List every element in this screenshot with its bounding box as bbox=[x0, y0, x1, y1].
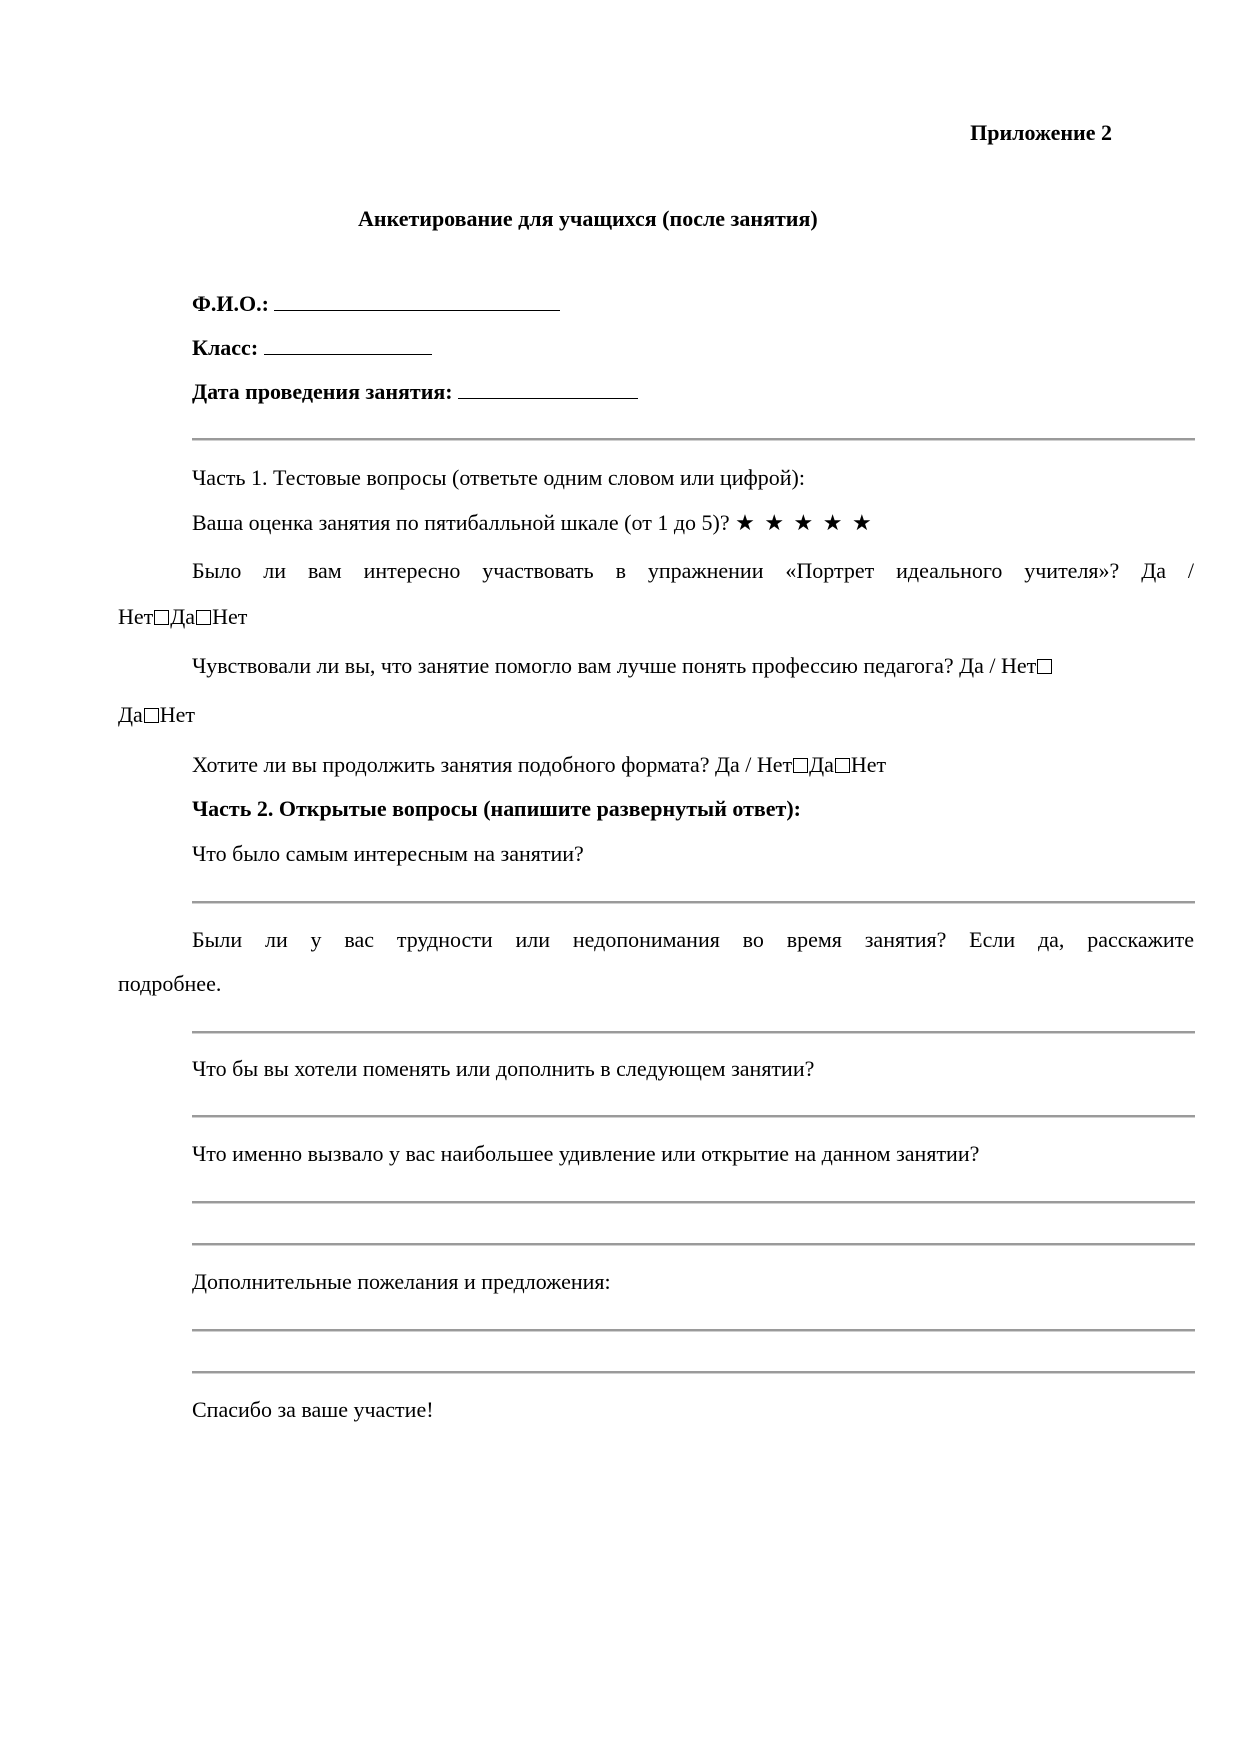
class-field-label: Класс: bbox=[192, 335, 259, 360]
class-field-blank[interactable] bbox=[264, 334, 432, 355]
name-field-label: Ф.И.О.: bbox=[192, 291, 269, 316]
part1-question-profession-line1 bbox=[192, 653, 1053, 679]
checkbox[interactable] bbox=[793, 758, 808, 773]
name-field-row bbox=[192, 290, 560, 317]
part1-heading: Часть 1. Тестовые вопросы (ответьте одним словом или цифрой): bbox=[192, 465, 805, 490]
date-field-row bbox=[192, 378, 638, 405]
answer-line[interactable] bbox=[192, 1371, 1195, 1373]
page-title: Анкетирование для учащихся (после занятия) bbox=[358, 206, 818, 231]
answer-line[interactable] bbox=[192, 1115, 1195, 1117]
class-field-row bbox=[192, 334, 432, 361]
checkbox[interactable] bbox=[154, 610, 169, 625]
continue-question-text: Хотите ли вы продолжить занятия подобного формата? Да / Нет bbox=[192, 752, 793, 777]
option-label: Нет bbox=[212, 604, 248, 629]
part1-question-rating bbox=[192, 510, 874, 536]
date-field-blank[interactable] bbox=[458, 378, 638, 399]
part1-question-exercise-options bbox=[118, 604, 247, 630]
rating-stars[interactable]: ★ ★ ★ ★ ★ bbox=[735, 510, 874, 535]
part2-heading: Часть 2. Открытые вопросы (напишите развернутый ответ): bbox=[192, 796, 801, 821]
option-label: Да bbox=[118, 702, 143, 727]
option-label: Да bbox=[809, 752, 834, 777]
checkbox[interactable] bbox=[196, 610, 211, 625]
rating-question-text: Ваша оценка занятия по пятибалльной шкале (от 1 до 5)? bbox=[192, 510, 730, 535]
answer-line[interactable] bbox=[192, 1201, 1195, 1203]
checkbox[interactable] bbox=[835, 758, 850, 773]
part2-question-difficulties-line1: Были ли у вас трудности или недопонимания во время занятия? Если да, расскажите bbox=[192, 927, 1194, 952]
name-field-blank[interactable] bbox=[274, 290, 560, 311]
answer-line[interactable] bbox=[192, 901, 1195, 903]
option-label: Нет bbox=[850, 752, 887, 777]
checkbox[interactable] bbox=[1037, 659, 1052, 674]
part2-question-surprise: Что именно вызвало у вас наибольшее удивление или открытие на данном занятии? bbox=[192, 1141, 980, 1166]
part2-question-wishes: Дополнительные пожелания и предложения: bbox=[192, 1269, 611, 1294]
answer-line[interactable] bbox=[192, 1243, 1195, 1245]
thanks-text: Спасибо за ваше участие! bbox=[192, 1397, 434, 1422]
option-label: Да bbox=[170, 604, 196, 629]
checkbox[interactable] bbox=[144, 708, 159, 723]
part2-question-difficulties-line2: подробнее. bbox=[118, 971, 222, 996]
part2-question-interesting: Что было самым интересным на занятии? bbox=[192, 841, 584, 866]
part1-question-continue bbox=[192, 752, 886, 778]
part1-question-exercise-line1: Было ли вам интересно участвовать в упражнении «Портрет идеального учителя»? Да / bbox=[192, 558, 1194, 583]
profession-question-text: Чувствовали ли вы, что занятие помогло вам лучше понять профессию педагога? Да / Нет bbox=[192, 653, 1037, 678]
option-label: Нет bbox=[159, 702, 196, 727]
answer-line[interactable] bbox=[192, 1329, 1195, 1331]
divider-rule bbox=[192, 438, 1195, 440]
answer-line[interactable] bbox=[192, 1031, 1195, 1033]
appendix-label: Приложение 2 bbox=[970, 120, 1112, 145]
option-label: Нет bbox=[118, 604, 154, 629]
date-field-label: Дата проведения занятия: bbox=[192, 379, 453, 404]
part2-question-change: Что бы вы хотели поменять или дополнить в следующем занятии? bbox=[192, 1056, 815, 1081]
part1-question-profession-options bbox=[118, 702, 195, 728]
